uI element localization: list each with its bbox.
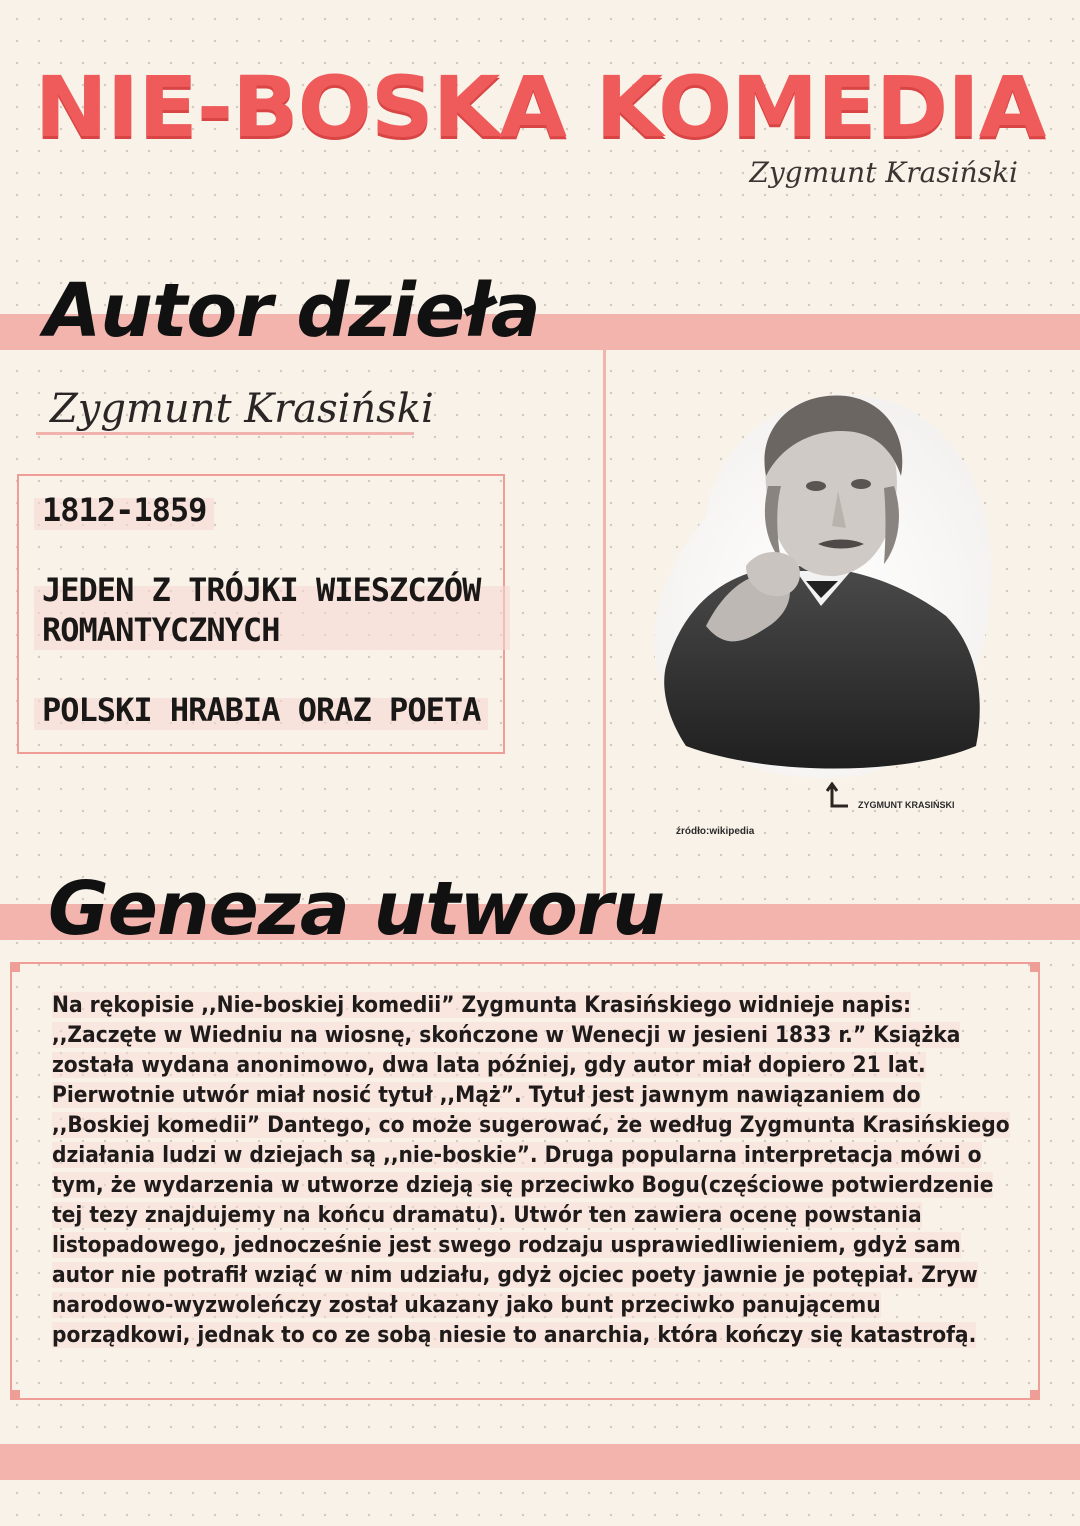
genesis-paragraph [52,990,1012,1350]
page-title: NIE-BOSKA KOMEDIA [34,58,1046,156]
genesis-section-heading: Geneza utworu [48,866,664,952]
author-fact-title: POLSKI HRABIA ORAZ POETA [34,690,488,730]
footer-band [0,1444,1080,1480]
column-divider [603,350,606,900]
author-portrait [646,366,996,786]
box-corner [10,962,20,972]
portrait-source: źródło:wikipedia [676,826,755,837]
title-signature: Zygmunt Krasiński [749,156,1018,189]
author-fact-wieszcz: JEDEN Z TRÓJKI WIESZCZÓW ROMANTYCZNYCH [34,570,510,650]
portrait-caption: ZYGMUNT KRASIŃSKI [858,800,955,810]
box-corner [1030,1390,1040,1400]
caption-arrow-icon [826,782,850,812]
genesis-text: Na rękopisie ,,Nie-boskiej komedii” Zygmunta Krasińskiego widnieje napis: ,,Zaczęte w Wiedniu na wiosnę, skończone w Wenecji w jesieni 1833 r.” Książka została wydana anonimowo, dwa lata później, gdy autor miał dopiero 21 lat. Pierwotnie utwór miał nosić tytuł ,,Mąż”. Tytuł jest jawnym nawiązaniem do ,,Boskiej komedii” Dantego, co może sugerować, że według Zygmunta Krasińskiego działania ludzi w dziejach są ,,nie-boskie”. Druga popularna interpretacja mówi o tym, że wydarzenia w utworze dzieją się przeciwko Bogu(częściowe potwierdzenie tej tezy znajdujemy na końcu dramatu). Utwór ten zawiera ocenę powstania listopadowego, jednocześnie jest swego rodzaju usprawiedliwieniem, gdyż sam autor nie potrafił wziąć w nim udziału, gdyż ojciec poety jawnie je potępiał. Zryw narodowo-wyzwoleńczy został ukazany jako bunt przeciwko panującemu porządkowi, jednak to co ze sobą niesie to anarchia, która kończy się katastrofą. [52,992,1010,1348]
box-corner [10,1390,20,1400]
author-years: 1812-1859 [34,490,214,530]
author-section-heading: Autor dzieła [44,268,540,354]
box-corner [1030,962,1040,972]
author-name: Zygmunt Krasiński [50,386,434,432]
author-name-underline [36,432,414,435]
